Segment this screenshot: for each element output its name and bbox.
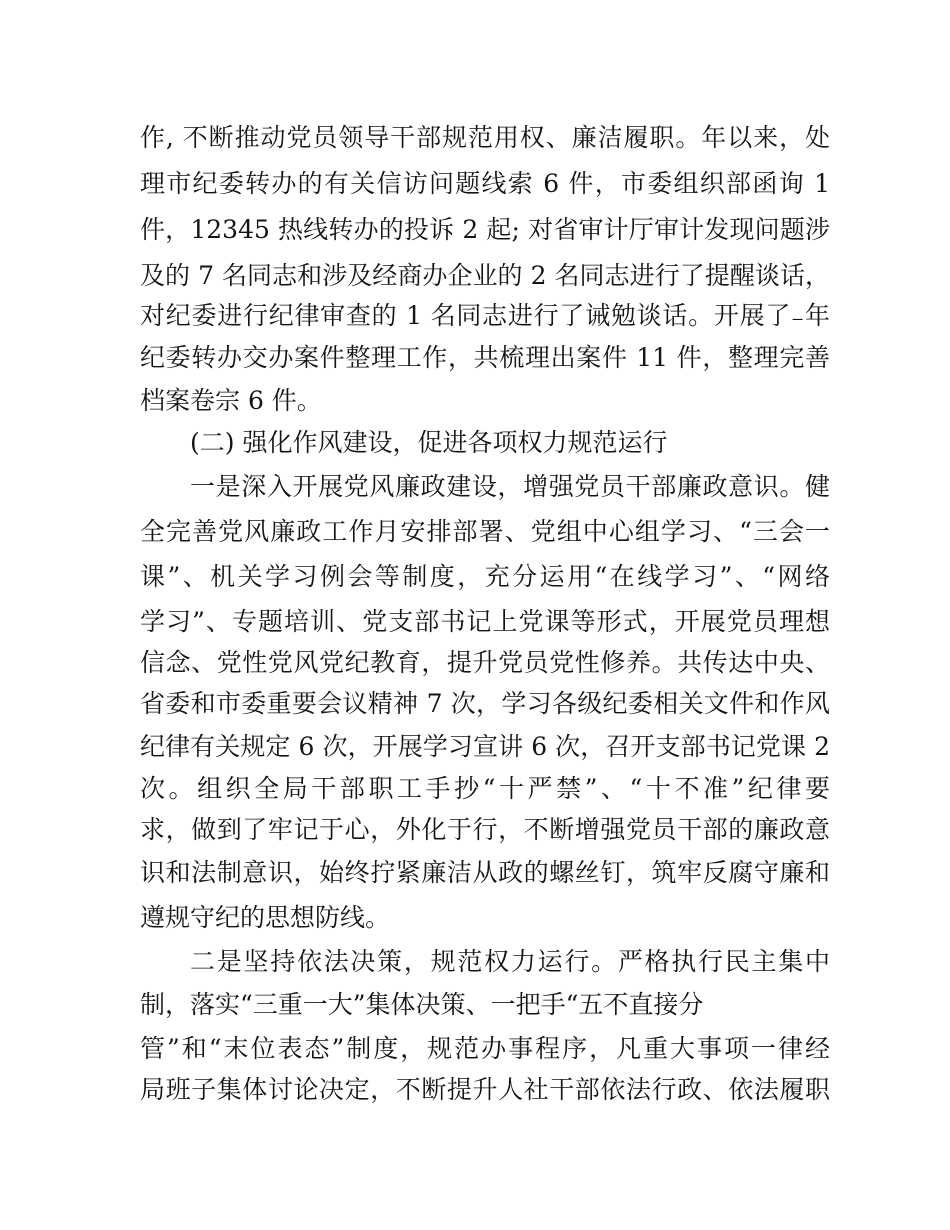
section-heading: (二) 强化作风建设，促进各项权力规范运行: [190, 428, 668, 457]
text-line: 信念、党性党风党纪教育，提升党员党性修养。共传达中央、: [140, 648, 830, 677]
text-line: 次。组织全局干部职工手抄“十严禁”、“十不准”纪律要: [140, 774, 830, 803]
text-line: 省委和市委重要会议精神 7 次，学习各级纪委相关文件和作风: [140, 689, 830, 718]
text-line: 对纪委进行纪律审查的 1 名同志进行了诫勉谈话。开展了₋年: [140, 301, 830, 330]
text-line: 及的 7 名同志和涉及经商办企业的 2 名同志进行了提醒谈话，: [140, 261, 830, 290]
text-line: 纪律有关规定 6 次，开展学习宣讲 6 次，召开支部书记党课 2: [140, 732, 830, 761]
text-line: 全完善党风廉政工作月安排部署、党组中心组学习、“三会一: [140, 517, 830, 546]
text-line: 纪委转办交办案件整理工作，共梳理出案件 11 件，整理完善: [140, 343, 830, 372]
text-line: 求，做到了牢记于心，外化于行，不断增强党员干部的廉政意: [140, 815, 830, 844]
text-line: 制，落实“三重一大”集体决策、一把手“五不直接分: [140, 990, 704, 1019]
text-line: 理市纪委转办的有关信访问题线索 6 件，市委组织部函询 1: [140, 169, 830, 198]
text-line: 管”和“末位表态”制度，规范办事程序，凡重大事项一律经: [140, 1034, 830, 1063]
text-line: 识和法制意识，始终拧紧廉洁从政的螺丝钉，筑牢反腐守廉和: [140, 858, 830, 887]
text-line: 一是深入开展党风廉政建设，增强党员干部廉政意识。健: [190, 472, 830, 501]
text-line: 遵规守纪的思想防线。: [140, 903, 391, 932]
text-line: 档案卷宗 6 件。: [140, 386, 322, 415]
text-line: 二是坚持依法决策，规范权力运行。严格执行民主集中: [190, 947, 830, 976]
text-line: 学习”、专题培训、党支部书记上党课等形式，开展党员理想: [140, 607, 830, 636]
text-line: 课”、机关学习例会等制度，充分运用“在线学习”、“网络: [140, 562, 830, 591]
text-line: 件，12345 热线转办的投诉 2 起; 对省审计厅审计发现问题涉: [140, 215, 830, 244]
text-line: 作, 不断推动党员领导干部规范用权、廉洁履职。年以来，处: [140, 123, 830, 152]
text-line: 局班子集体讨论决定，不断提升人社干部依法行政、依法履职: [140, 1075, 830, 1104]
